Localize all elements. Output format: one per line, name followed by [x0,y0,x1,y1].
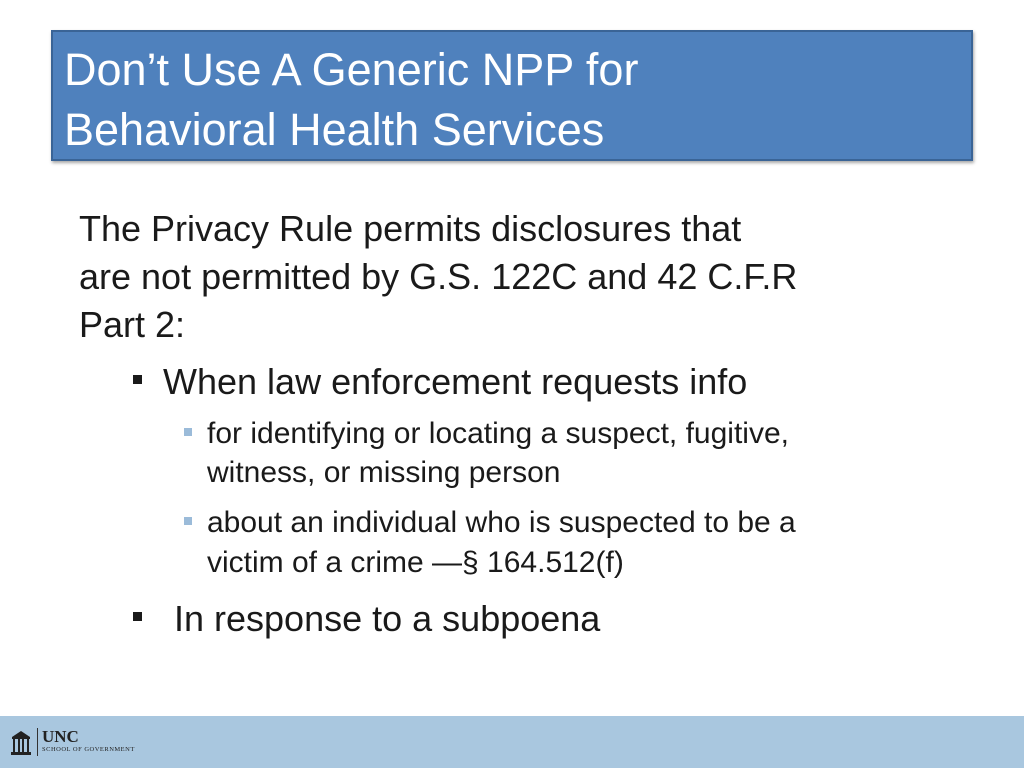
intro-text-line-1: The Privacy Rule permits disclosures that [79,208,742,249]
intro-text-line-3: Part 2: [79,304,186,345]
bullet-square-icon [133,375,142,384]
logo-divider [37,728,38,756]
sub-bullet-1-line-1: for identifying or locating a suspect, fugitive, [207,417,789,450]
slide-title-box [51,30,973,161]
intro-text-line-2: are not permitted by G.S. 122C and 42 C.F.R [79,256,798,297]
old-well-icon [10,728,32,756]
sub-bullet-2-line-1: about an individual who is suspected to be a [207,506,796,539]
sub-bullet-1-line-2: witness, or missing person [207,456,561,489]
logo-subtext: SCHOOL OF GOVERNMENT [42,746,135,753]
logo-unc-text: UNC [42,727,79,746]
sub-bullet-2-line-2: victim of a crime —§ 164.512(f) [207,546,624,579]
sub-bullet-square-icon [184,428,192,436]
sub-bullet-square-icon [184,517,192,525]
slide-footer-bar [0,716,1024,768]
bullet-item-subpoena: In response to a subpoena [174,598,601,639]
slide-title-line-2: Behavioral Health Services [64,104,605,155]
bullet-item-law-enforcement: When law enforcement requests info [163,361,748,402]
bullet-square-icon [133,612,142,621]
slide-title-line-1: Don’t Use A Generic NPP for [64,44,639,95]
unc-logo [10,726,160,760]
